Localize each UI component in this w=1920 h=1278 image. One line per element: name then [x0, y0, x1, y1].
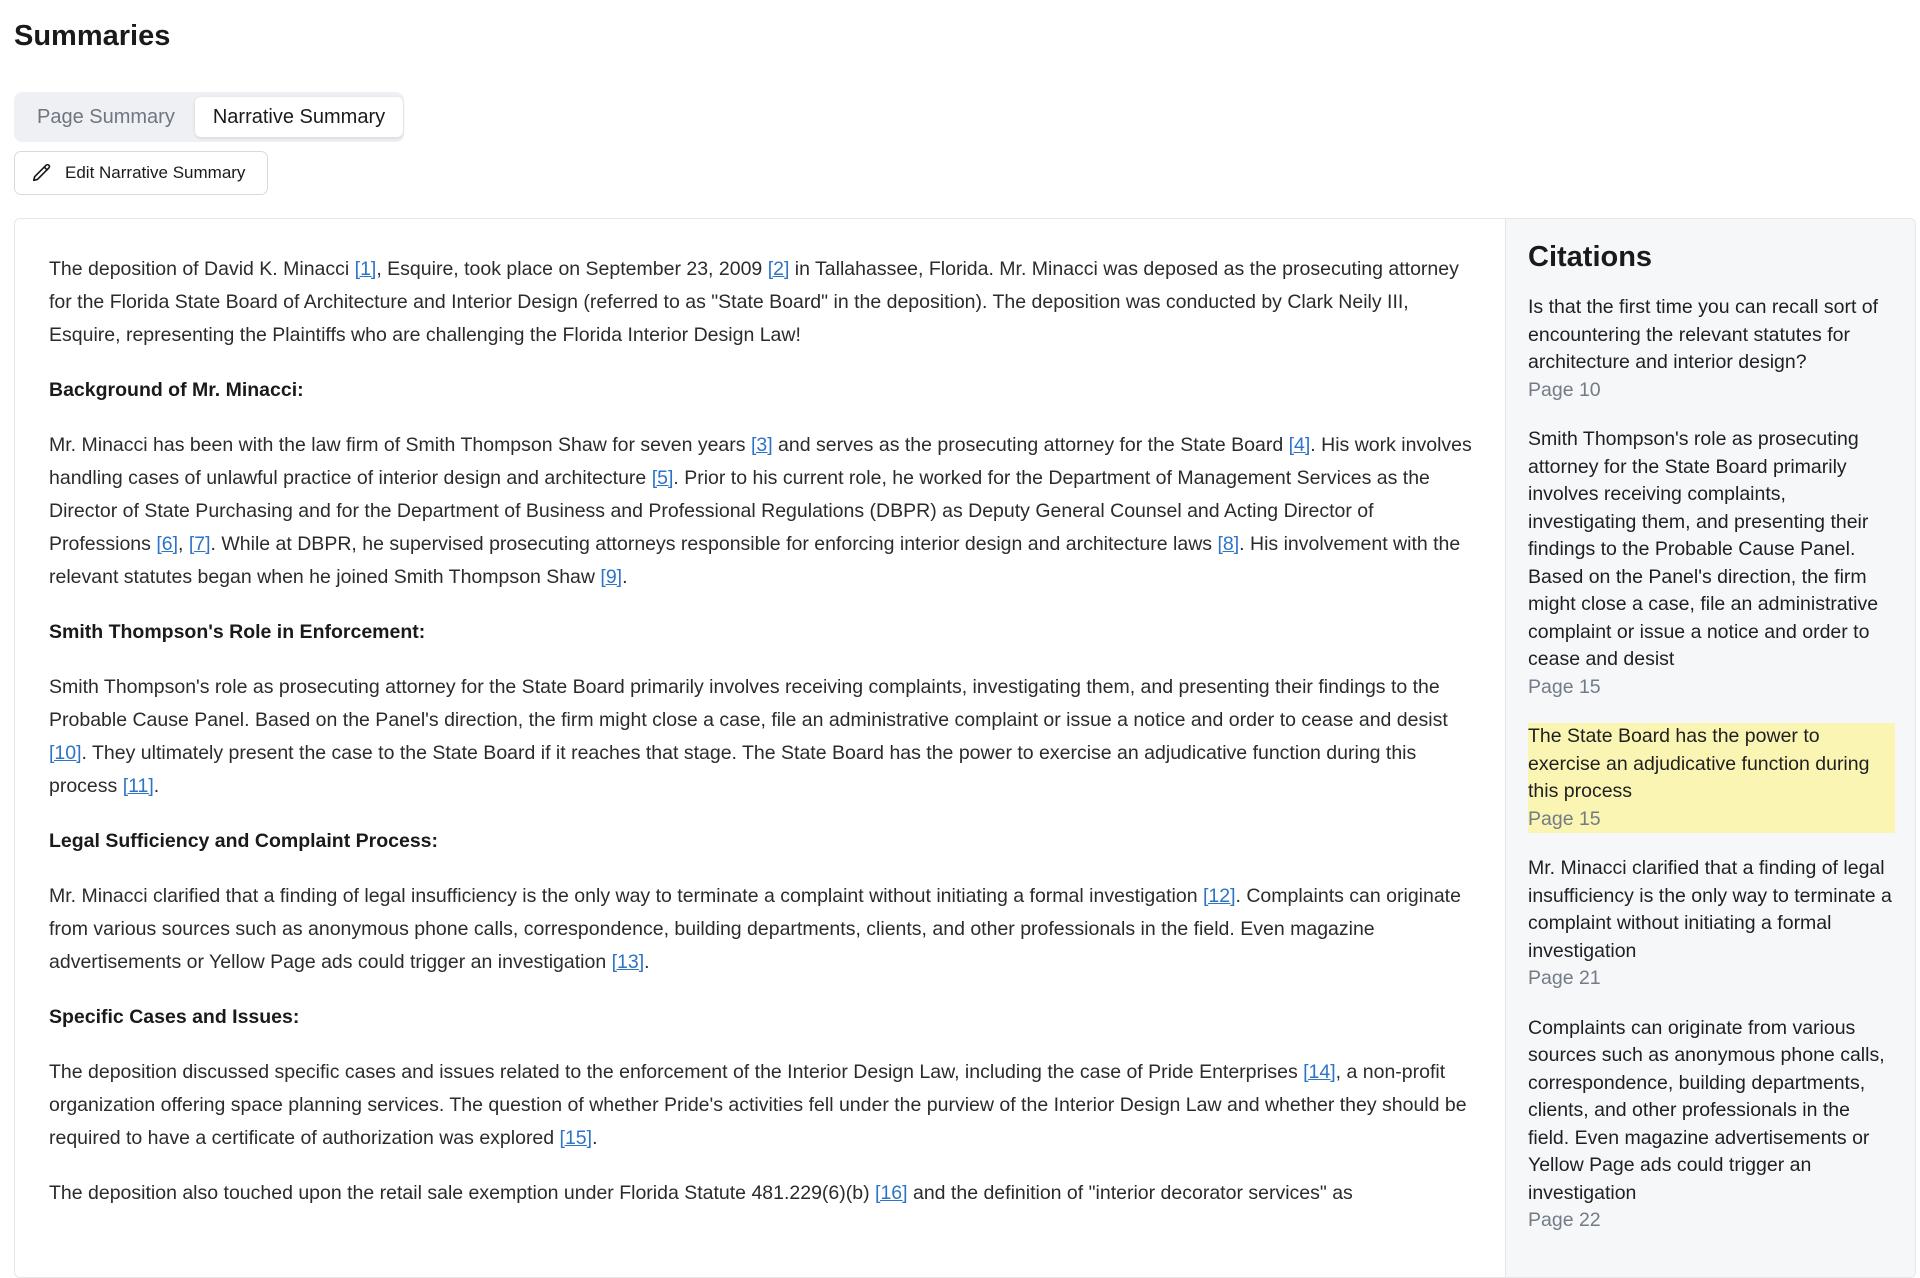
text: and serves as the prosecuting attorney for the State Board: [772, 434, 1289, 456]
text: and the definition of "interior decorator services" as: [907, 1182, 1353, 1204]
citation-page: Page 22: [1528, 1209, 1601, 1231]
citations-sidebar: [1505, 219, 1916, 1277]
edit-button-label: Edit Narrative Summary: [65, 163, 246, 182]
citation-link-16[interactable]: [16]: [875, 1182, 908, 1204]
section-heading-background: Background of Mr. Minacci:: [49, 379, 304, 401]
text: .: [592, 1127, 598, 1149]
background-paragraph: [49, 429, 1473, 594]
text: .: [622, 566, 628, 588]
citation-page: Page 15: [1528, 807, 1601, 830]
citation-link-4[interactable]: [4]: [1288, 434, 1311, 456]
text: Smith Thompson's role as prosecuting attorney for the State Board primarily involves receiving complaints, investigating them, and presenting their findings to the Probable Cause Panel. Based on the Panel's direction, the firm might close a case, file an administrative complaint or issue a notice and order to cease and desist: [49, 676, 1448, 731]
section-heading-legal: Legal Sufficiency and Complaint Process:: [49, 830, 439, 852]
text: .: [153, 775, 160, 797]
citation-link-1[interactable]: [1]: [354, 258, 377, 280]
summary-panel: [14, 218, 1916, 1278]
text: . His involvement with the relevant statutes began when he joined Smith Thompson Shaw: [49, 533, 1461, 588]
text: The deposition of David K. Minacci: [49, 258, 355, 280]
citation-item[interactable]: [1528, 1015, 1895, 1235]
citation-page: Page 21: [1528, 967, 1601, 989]
retail-paragraph: [49, 1177, 1473, 1210]
citation-link-7[interactable]: [7]: [188, 533, 211, 555]
citation-quote: The State Board has the power to exercise an adjudicative function during this process: [1528, 725, 1870, 802]
tab-page-summary[interactable]: Page Summary: [37, 106, 175, 128]
citation-link-8[interactable]: [8]: [1217, 533, 1240, 555]
text: . His work involves handling cases of unlawful practice of interior design and architecture: [49, 434, 1472, 489]
citation-link-2[interactable]: [2]: [767, 258, 790, 280]
text: in Tallahassee, Florida. Mr. Minacci was deposed as the prosecuting attorney for the Florida State Board of Architecture and Interior Design (referred to as "State Board" in the deposition). The deposition was conducted by Clark Neily III, Esquire, representing the Plaintiffs who are challenging the Florida Interior Design Law!: [49, 258, 1459, 346]
citation-link-9[interactable]: [9]: [600, 566, 623, 588]
citation-link-13[interactable]: [13]: [611, 951, 645, 973]
citation-link-10[interactable]: [10]: [49, 742, 82, 764]
legal-paragraph: [49, 880, 1473, 979]
citations-title: Citations: [1528, 241, 1653, 273]
citation-quote: Smith Thompson's role as prosecuting attorney for the State Board primarily involves receiving complaints, investigating them, and presenting their findings to the Probable Cause Panel. Based on the Panel's direction, the firm might close a case, file an administrative complaint or issue a notice and order to cease and desist: [1528, 428, 1879, 670]
citation-link-12[interactable]: [12]: [1202, 885, 1236, 907]
text: The deposition also touched upon the retail sale exemption under Florida Statute 481.229(6)(b): [49, 1182, 876, 1204]
text: .: [644, 951, 650, 973]
narrative-content: [15, 219, 1505, 1277]
role-paragraph: [49, 671, 1473, 803]
section-heading-cases: Specific Cases and Issues:: [49, 1006, 300, 1028]
edit-narrative-summary-button[interactable]: [14, 151, 268, 195]
text: The deposition discussed specific cases and issues related to the enforcement of the Interior Design Law, including the case of Pride Enterprises: [49, 1061, 1304, 1083]
citation-link-15[interactable]: [15]: [559, 1127, 593, 1149]
cases-paragraph: [49, 1056, 1473, 1155]
citation-quote: Complaints can originate from various sources such as anonymous phone calls, correspondence, building departments, clients, and other professionals in the field. Even magazine advertisements or Yellow Page ads could trigger an investigation: [1528, 1016, 1885, 1204]
citation-link-5[interactable]: [5]: [651, 467, 674, 489]
section-heading-role: Smith Thompson's Role in Enforcement:: [49, 621, 426, 643]
citation-quote: Mr. Minacci clarified that a finding of legal insufficiency is the only way to terminate a complaint without initiating a formal investigation: [1528, 857, 1892, 962]
citation-link-14[interactable]: [14]: [1303, 1061, 1336, 1083]
pencil-icon: [31, 162, 53, 184]
citation-quote: Is that the first time you can recall sort of encountering the relevant statutes for architecture and interior design?: [1528, 296, 1879, 373]
tab-narrative-summary[interactable]: Narrative Summary: [195, 97, 403, 137]
text: , a non-profit organization offering space planning services. The question of whether Pride's activities fell under the purview of the Interior Design Law and whether they should be required to have a certificate of authorization was explored: [49, 1061, 1467, 1149]
citation-item[interactable]: [1528, 294, 1895, 404]
text: , Esquire, took place on September 23, 2009: [376, 258, 768, 280]
text: . They ultimately present the case to the State Board if it reaches that stage. The State Board has the power to exercise an adjudicative function during this process: [49, 742, 1417, 797]
citation-item[interactable]: [1528, 426, 1895, 701]
text: . Prior to his current role, he worked for the Department of Management Services as the Director of State Purchasing and for the Department of Business and Professional Regulations (DBPR) as Deputy General Counsel and Acting Director of Professions: [49, 467, 1430, 555]
text: . While at DBPR, he supervised prosecuting attorneys responsible for enforcing interior design and architecture laws: [210, 533, 1218, 555]
intro-paragraph: [49, 253, 1473, 352]
text: ,: [178, 533, 189, 555]
citation-page: Page 15: [1528, 675, 1601, 698]
text: . Complaints can originate from various sources such as anonymous phone calls, correspondence, building departments, clients, and other professionals in the field. Even magazine advertisements or Yellow Page ads could trigger an investigation: [49, 885, 1461, 973]
citation-link-3[interactable]: [3]: [750, 434, 773, 456]
text: Mr. Minacci clarified that a finding of legal insufficiency is the only way to terminate a complaint without initiating a formal investigation: [49, 885, 1203, 907]
citation-page: Page 10: [1528, 378, 1601, 401]
citation-item-highlighted[interactable]: [1528, 723, 1895, 833]
citation-link-6[interactable]: [6]: [156, 533, 178, 555]
summary-tabs: [14, 92, 404, 142]
citation-item[interactable]: [1528, 855, 1895, 993]
text: Mr. Minacci has been with the law firm of Smith Thompson Shaw for seven years: [49, 434, 751, 456]
page-title: Summaries: [14, 20, 171, 52]
citation-link-11[interactable]: [11]: [122, 775, 154, 797]
